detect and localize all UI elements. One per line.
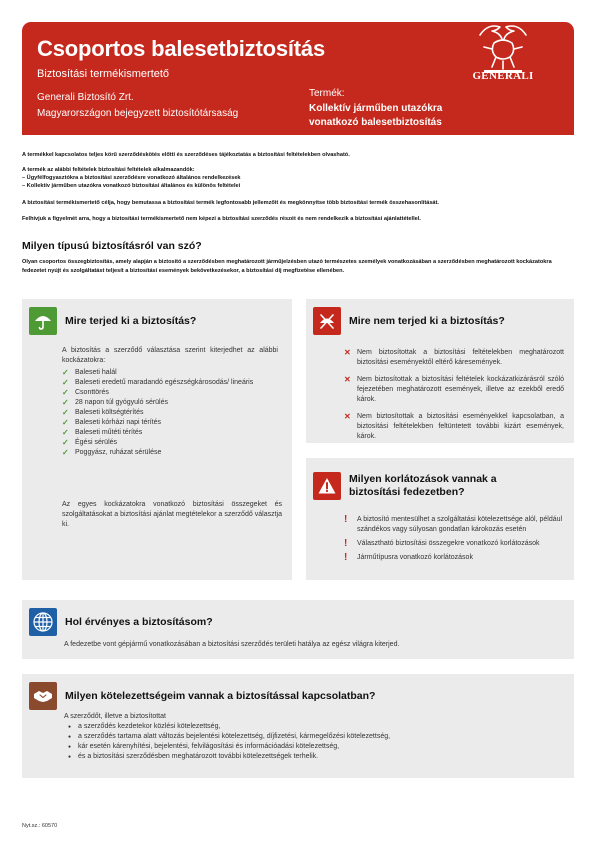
list-item: ✕ Nem biztosítottak a biztosítási feltételek kockázatkizárásról szóló fejezetében meghatározott események, illetve az ezekből eredő károk. — [344, 375, 564, 403]
check-icon: ✓ — [62, 398, 69, 407]
warning-icon — [313, 472, 341, 500]
company-registration: Magyarországon bejegyzett biztosítótársaság — [37, 108, 239, 119]
obligations-box — [22, 674, 574, 778]
list-item: ✓ Csonttörés — [62, 388, 109, 397]
covered-intro: A biztosítás a szerződő választása szerint kiterjedhet az alábbi kockázatokra: — [62, 347, 278, 364]
cross-icon: ✕ — [344, 412, 351, 421]
intro-paragraph-3: A biztosítási termékismertető célja, hogy bemutassa a biztosítási termék legfontosabb jellemzőit és megkönnyítse több biztosítási termék összehasonlítását. — [22, 200, 439, 206]
obligations-intro: A szerződőt, illetve a biztosítottat — [64, 713, 166, 720]
list-item: ✓ Baleseti halál — [62, 368, 117, 377]
check-icon: ✓ — [62, 438, 69, 447]
covered-title: Mire terjed ki a biztosítás? — [65, 314, 197, 327]
list-item: ● a szerződés kezdetekor közlési kötelezettség, — [66, 722, 566, 732]
list-item: ✓ Baleseti költségtérítés — [62, 408, 144, 417]
covered-box-header — [22, 299, 292, 343]
check-icon: ✓ — [62, 428, 69, 437]
not-covered-box — [306, 299, 574, 443]
exclamation-icon: ! — [344, 552, 348, 563]
page-subtitle: Biztosítási termékismertető — [37, 68, 170, 80]
list-item: ! Választható biztosítási összegekre vonatkozó korlátozások — [344, 538, 540, 549]
list-item: ✓ 28 napon túl gyógyuló sérülés — [62, 398, 169, 407]
brand-logo-text: GENERALI — [472, 70, 534, 82]
check-icon: ✓ — [62, 378, 69, 387]
check-icon: ✓ — [62, 418, 69, 427]
exclamation-icon: ! — [344, 514, 348, 525]
not-covered-title: Mire nem terjed ki a biztosítás? — [349, 314, 505, 327]
check-icon: ✓ — [62, 388, 69, 397]
list-item: ✕ Nem biztosítottak a biztosítási feltételekben meghatározott biztosítási eseményektől eltérő káresemények. — [344, 348, 564, 366]
restrictions-title: Milyen korlátozások vannak a biztosítási fedezetben? — [349, 473, 497, 498]
not-covered-box-header — [306, 299, 574, 343]
list-item: ✕ Nem biztosítottak a biztosítási eseményekkel kapcsolatban, a biztosítási feltételekben feltüntetett további kizárt események, károk. — [344, 412, 564, 440]
list-item: ✓ Poggyász, ruházat sérülése — [62, 448, 162, 457]
intro-bullet-1: – Ügyfélfogyasztókra a biztosítási szerződésre vonatkozó általános rendelkezések — [22, 175, 241, 181]
validity-box — [22, 600, 574, 659]
list-item: ● a szerződés tartama alatt változás bejelentési kötelezettség, díjfizetési, kármegelőzési kötelezettség, — [66, 732, 566, 742]
validity-box-header — [22, 600, 574, 644]
list-item: ✓ Baleseti eredetű maradandó egészségkárosodás/ lineáris — [62, 378, 254, 387]
list-item: ● kár esetén kárenyhítési, bejelentési, felvilágosítási és információadási kötelezettség, — [66, 742, 566, 752]
list-item: ✓ Baleseti kórházi napi térítés — [62, 418, 161, 427]
umbrella-cross-icon — [313, 307, 341, 335]
globe-icon — [29, 608, 57, 636]
validity-title: Hol érvényes a biztosításom? — [65, 615, 213, 628]
intro-paragraph-1: A termékkel kapcsolatos teljes körű szerződéskötés előtti és szerződéses tájékoztatás a biztosítási feltételekben olvasható. — [22, 152, 350, 158]
handshake-icon — [29, 682, 57, 710]
page-title: Csoportos balesetbiztosítás — [37, 36, 325, 61]
umbrella-icon — [29, 307, 57, 335]
list-item: ✓ Baleseti műtéti térítés — [62, 428, 143, 437]
intro-paragraph-4: Felhívjuk a figyelmét arra, hogy a biztosítási termékismertető nem képezi a biztosítási szerződés részét és nem rendelkezik a biztosítási ajánlattétellel. — [22, 216, 421, 222]
intro-paragraph-2: A termék az alábbi feltételek biztosítási feltételek alkalmazandók: — [22, 167, 195, 173]
restrictions-box — [306, 458, 574, 580]
obligations-title: Milyen kötelezettségeim vannak a biztosítással kapcsolatban? — [65, 689, 376, 702]
validity-text: A fedezetbe vont gépjármű vonatkozásában a biztosítási szerződés területi hatálya az egész világra kiterjed. — [64, 641, 400, 648]
covered-note: Az egyes kockázatokra vonatkozó biztosítási összegeket és szolgáltatásokat a biztosítási ajánlat megtételekor a szerződő választja ki. — [62, 501, 282, 528]
intro-bullet-2: – Kollektív járműben utazókra vonatkozó biztosítási általános és különös feltételei — [22, 183, 241, 189]
restrictions-box-header — [306, 458, 574, 514]
list-item: ● és a biztosítási szerződésben meghatározott további kötelezettségek terhelik. — [66, 752, 566, 762]
product-name: Kollektív járműben utazókra vonatkozó balesetbiztosítás — [309, 103, 443, 128]
restrictions-list — [344, 515, 564, 563]
cross-icon: ✕ — [344, 348, 351, 357]
cross-icon: ✕ — [344, 375, 351, 384]
check-icon: ✓ — [62, 368, 69, 377]
company-name: Generali Biztosító Zrt. — [37, 92, 134, 103]
footer-reference: Nyt.sz.: 60570 — [22, 823, 58, 829]
insurance-type-text: Olyan csoportos összegbiztosítás, amely alapján a biztosító a szerződésben meghatározott járműjelzésben utazó természetes személyek vonatkozásában a szerződésben meghatározott kockázatokra fedezetet nyújt és szolgáltatást teljesít a biztosítási események bekövetkezésekor, a biztosítási díj megfizetése ellenében. — [22, 259, 552, 274]
not-covered-list — [344, 348, 564, 442]
covered-list — [62, 368, 272, 458]
insurance-type-heading: Milyen típusú biztosításról van szó? — [22, 240, 202, 252]
check-icon: ✓ — [62, 408, 69, 417]
obligations-list — [66, 722, 566, 762]
list-item: ! A biztosító mentesülhet a szolgáltatási kötelezettsége alól, például szándékos vagy súlyosan gondatlan károkozás esetén — [344, 514, 563, 533]
list-item: ✓ Égési sérülés — [62, 438, 118, 447]
product-label: Termék: — [309, 88, 345, 99]
check-icon: ✓ — [62, 448, 69, 457]
exclamation-icon: ! — [344, 538, 348, 549]
list-item: ! Járműtípusra vonatkozó korlátozások — [344, 552, 473, 563]
covered-box — [22, 299, 292, 580]
